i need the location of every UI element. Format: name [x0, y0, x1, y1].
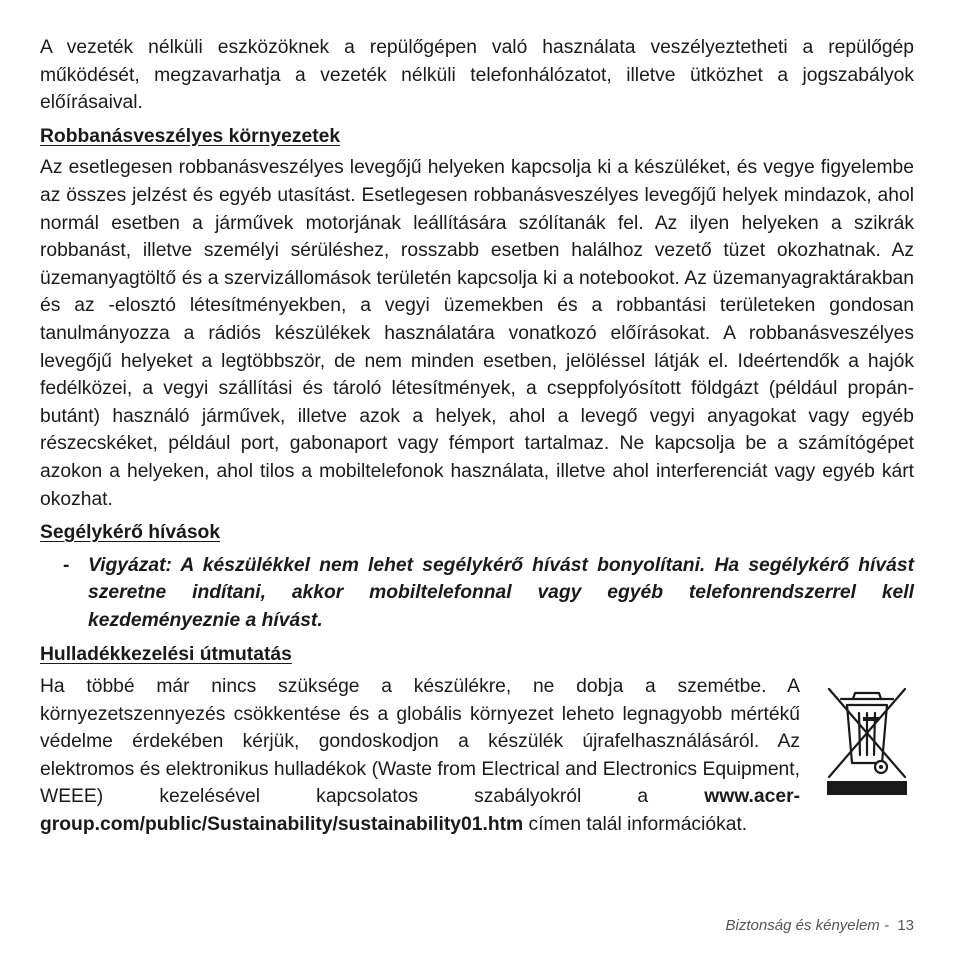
- waste-section-heading: Hulladékkezelési útmutatás: [40, 644, 292, 666]
- weee-crossed-bin-icon: [825, 683, 909, 795]
- explosive-section-heading: Robbanásveszélyes környezetek: [40, 125, 341, 147]
- waste-section-block: [40, 673, 914, 839]
- waste-tail-text: címen talál információkat.: [528, 814, 748, 836]
- page-number: 13: [897, 917, 914, 934]
- emergency-section-heading: Segélykérő hívások: [40, 522, 221, 544]
- emergency-warning-item: [40, 552, 914, 635]
- sustainability-link[interactable]: www.acer-group.com/public/Sustainability/sustainability01.htm: [40, 786, 800, 836]
- emergency-warning-text: Vigyázat: A készülékkel nem lehet segélykérő hívást bonyolítani. Ha segélykérő hívást szeretne indítani, akkor mobiltelefonnal vagy egyéb telefonrendszerrel kell kezdeményeznie a hívást.: [88, 554, 914, 631]
- page-footer: [726, 917, 914, 934]
- document-page: [40, 34, 914, 839]
- explosive-section-paragraph: Az esetlegesen robbanásveszélyes levegőjű helyeken kapcsolja ki a készüléket, és vegye figyelembe az összes jelzést és egyéb utasítást. Esetlegesen robbanásveszélyes levegőjű helyek mindazok, ahol normál esetben a járművek motorjának leállítására szólítanák fel. Az ilyen helyeken a szikrák robbanást, illetve személyi sérüléshez, rosszabb esetben halálhoz vezető tüzet okozhatnak. Az üzemanyagtöltő és a szervizállomások területén kapcsolja ki a notebookot. Az üzemanyagraktárakban és az -elosztó létesítményekben, a vegyi üzemekben és a robbantási területeken gondosan tanulmányozza a rádiós készülékek használatára vonatkozó előírásokat. A robbanásveszélyes levegőjű helyeket a legtöbbször, de nem minden esetben, jelöléssel látják el. Ideértendők a hajók fedélközei, a vegyi szállítási és tároló létesítmények, a cseppfolyósított földgázt (például propán-butánt) használó járművek, illetve azok a helyek, ahol a levegő vegyi anyagokat vagy egyéb részecskéket, például port, gabonaport vagy fémport tartalmaz. Ne kapcsolja be a számítógépet azokon a helyeken, ahol tilos a mobiltelefonok használata, illetve ahol interferenciát vagy egyéb kárt okozhat.: [40, 157, 914, 510]
- list-bullet: -: [63, 554, 70, 576]
- intro-paragraph: A vezeték nélküli eszközöknek a repülőgépen való használata veszélyeztetheti a repülőgép működését, megzavarhatja a vezeték nélküli telefonhálózatot, illetve ütközhet a jogszabályok előírásaival.: [40, 37, 914, 114]
- footer-section-title: Biztonság és kényelem -: [725, 917, 889, 934]
- waste-body-text: Ha többé már nincs szüksége a készülékre, ne dobja a szemétbe. A környezetszennyezés csökkentése és a globális környezet leheto legnagyobb mértékű védelme érdekében kérjük, gondoskodjon a készülék újrafelhasználásáról. Az elektromos és elektronikus hulladékok (Waste from Electrical and Electronics Equipment, WEEE) kezelésével kapcsolatos szabályokról a: [40, 676, 800, 808]
- waste-section-paragraph: [40, 673, 800, 839]
